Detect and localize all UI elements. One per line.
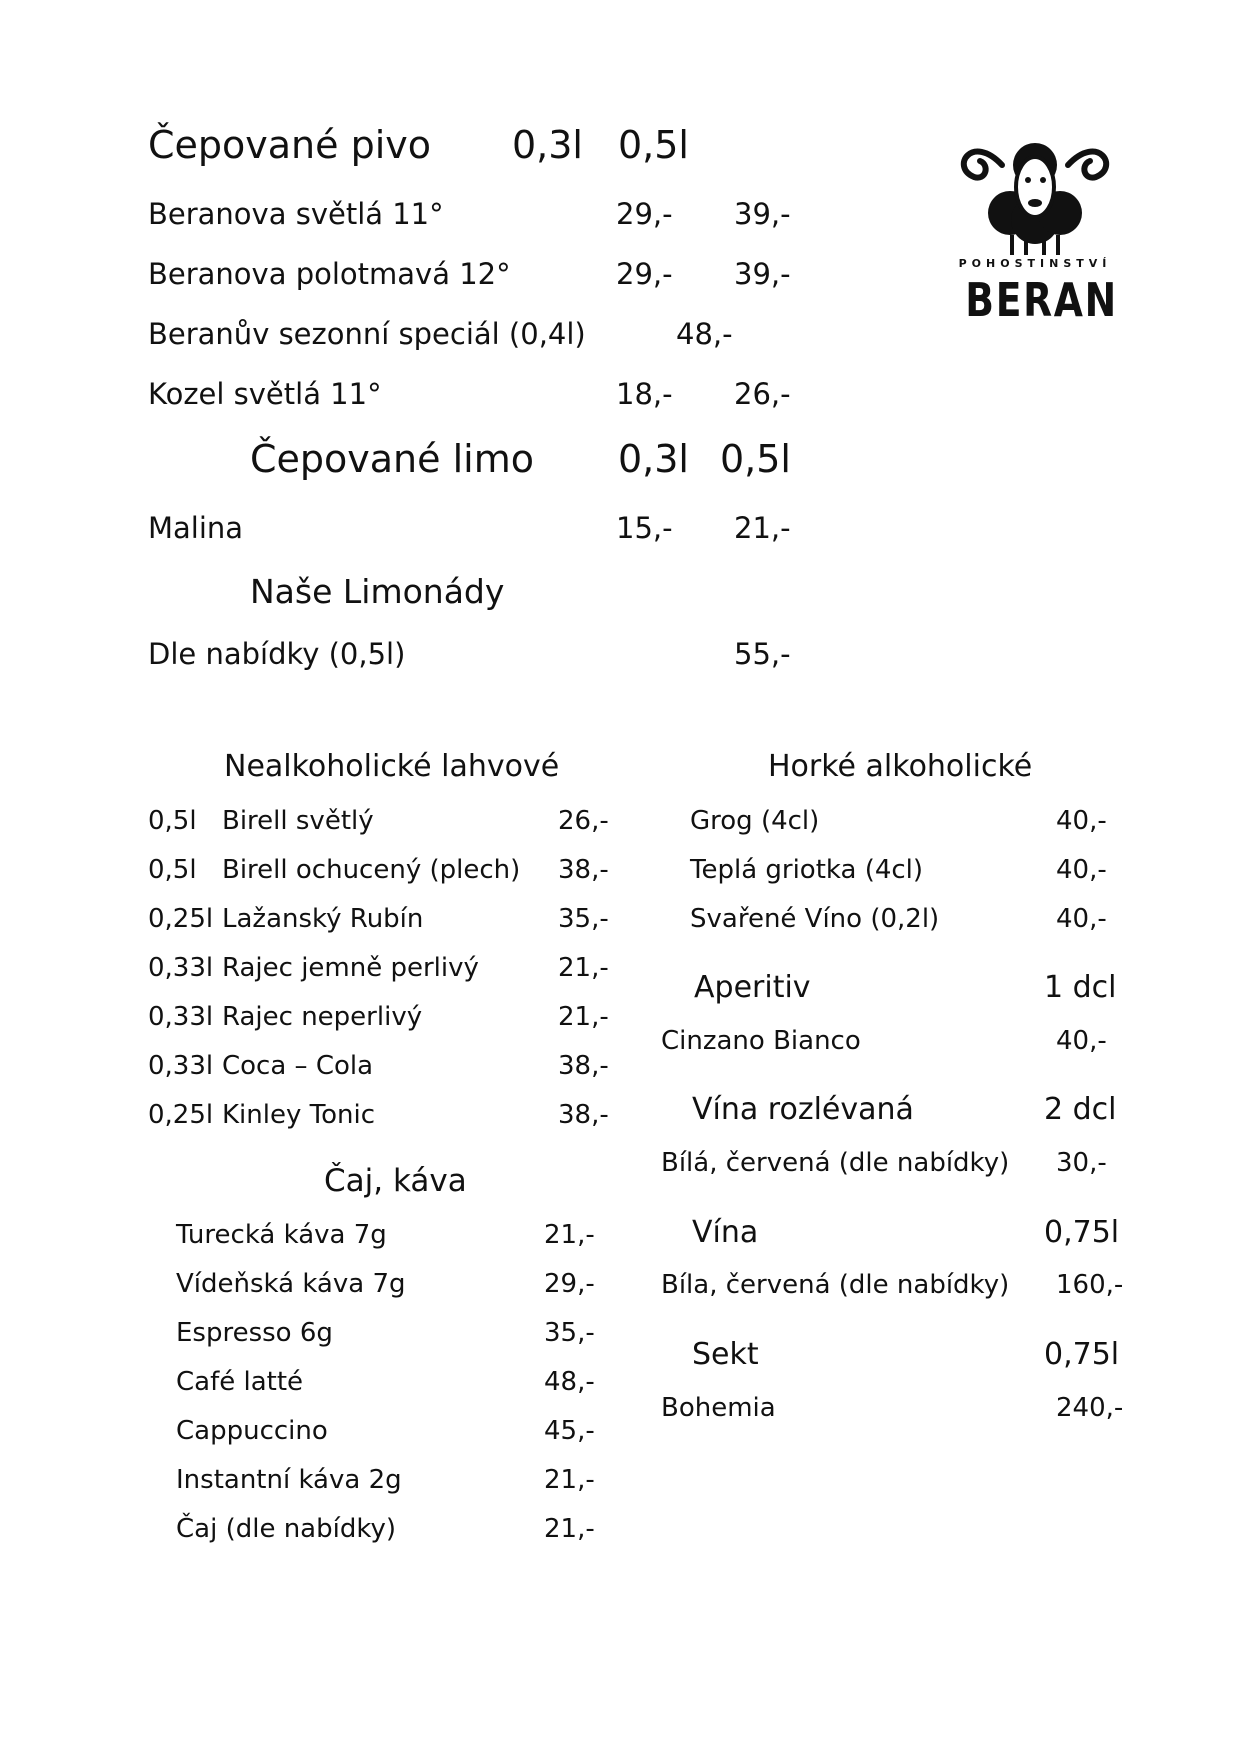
draft-beer-title: Čepované pivo [148, 123, 432, 167]
menu-item-price: 38,- [558, 1051, 609, 1081]
menu-item-name: Čaj (dle nabídky) [176, 1514, 397, 1544]
menu-item-name: Birell světlý [222, 806, 374, 836]
menu-item-price: 160,- [1056, 1270, 1124, 1300]
menu-item-price: 39,- [734, 197, 791, 231]
menu-item-price: 29,- [616, 197, 673, 231]
menu-item-price: 30,- [1056, 1148, 1107, 1178]
menu-item-name: Instantní káva 2g [176, 1465, 402, 1495]
beran-logo [950, 125, 1120, 325]
menu-item-price: 39,- [734, 257, 791, 291]
menu-item-name: Cinzano Bianco [661, 1026, 861, 1056]
ram-head-icon [950, 125, 1120, 255]
item-volume: 0,33l [148, 953, 214, 983]
soft-drinks-title: Nealkoholické lahvové [224, 749, 560, 784]
hot-alcoholic-title: Horké alkoholické [768, 749, 1033, 784]
logo-big-text: BERAN [965, 273, 1118, 327]
draft-limo-title: Čepované limo [250, 437, 534, 481]
wine-bottle-title: Vína [692, 1215, 759, 1250]
menu-item-name: Rajec jemně perlivý [222, 953, 479, 983]
menu-item-name: Bohemia [661, 1393, 776, 1423]
menu-item-price: 35,- [558, 904, 609, 934]
wine-glass-title: Vína rozlévaná [692, 1092, 914, 1127]
logo-small-text: POHOSTINSTVÍ [958, 257, 1112, 270]
lemonades-title: Naše Limonády [250, 572, 505, 611]
menu-item-name: Turecká káva 7g [176, 1220, 387, 1250]
aperitif-title: Aperitiv [694, 970, 811, 1005]
menu-item-name: Svařené Víno (0,2l) [690, 904, 940, 934]
aperitif-unit: 1 dcl [1044, 970, 1117, 1005]
draft-beer-col1: 0,3l [512, 123, 583, 167]
menu-item-price: 45,- [544, 1416, 595, 1446]
menu-item-price: 21,- [544, 1514, 595, 1544]
menu-item-price: 21,- [558, 953, 609, 983]
menu-item-price: 21,- [558, 1002, 609, 1032]
menu-item-price: 48,- [676, 317, 733, 351]
menu-item-price: 40,- [1056, 1026, 1107, 1056]
menu-item-name: Grog (4cl) [690, 806, 820, 836]
menu-item-name: Cappuccino [176, 1416, 328, 1446]
menu-item-price: 21,- [544, 1220, 595, 1250]
menu-item-price: 29,- [544, 1269, 595, 1299]
menu-item-name: Espresso 6g [176, 1318, 333, 1348]
menu-item-name: Café latté [176, 1367, 304, 1397]
menu-item-name: Beranův sezonní speciál (0,4l) [148, 317, 586, 351]
item-volume: 0,25l [148, 1100, 214, 1130]
menu-item-price: 21,- [734, 511, 791, 545]
menu-item-price: 40,- [1056, 904, 1107, 934]
wine-glass-unit: 2 dcl [1044, 1092, 1117, 1127]
menu-item-price: 240,- [1056, 1393, 1124, 1423]
sekt-title: Sekt [692, 1337, 759, 1372]
menu-item-name: Vídeňská káva 7g [176, 1269, 406, 1299]
menu-item-name: Kinley Tonic [222, 1100, 375, 1130]
menu-item-name: Kozel světlá 11° [148, 377, 382, 411]
menu-item-price: 40,- [1056, 855, 1107, 885]
draft-limo-col2: 0,5l [720, 437, 791, 481]
draft-beer-col2: 0,5l [618, 123, 689, 167]
draft-limo-col1: 0,3l [618, 437, 689, 481]
menu-item-name: Lažanský Rubín [222, 904, 424, 934]
menu-item-price: 55,- [734, 637, 791, 671]
item-volume: 0,5l [148, 855, 197, 885]
menu-item-price: 35,- [544, 1318, 595, 1348]
menu-item-name: Bíla, červená (dle nabídky) [661, 1270, 1010, 1300]
menu-item-price: 18,- [616, 377, 673, 411]
menu-item-price: 40,- [1056, 806, 1107, 836]
menu-item-name: Birell ochucený (plech) [222, 855, 521, 885]
item-volume: 0,33l [148, 1002, 214, 1032]
menu-item-price: 38,- [558, 1100, 609, 1130]
menu-item-price: 26,- [558, 806, 609, 836]
menu-item-name: Bílá, červená (dle nabídky) [661, 1148, 1010, 1178]
item-volume: 0,33l [148, 1051, 214, 1081]
wine-bottle-unit: 0,75l [1044, 1215, 1120, 1250]
menu-item-name: Malina [148, 511, 244, 545]
item-volume: 0,5l [148, 806, 197, 836]
sekt-unit: 0,75l [1044, 1337, 1120, 1372]
menu-item-name: Beranova světlá 11° [148, 197, 444, 231]
menu-item-price: 15,- [616, 511, 673, 545]
menu-item-price: 26,- [734, 377, 791, 411]
menu-item-name: Beranova polotmavá 12° [148, 257, 511, 291]
menu-item-name: Teplá griotka (4cl) [690, 855, 924, 885]
tea-coffee-title: Čaj, káva [324, 1163, 467, 1199]
menu-item-price: 21,- [544, 1465, 595, 1495]
menu-item-price: 38,- [558, 855, 609, 885]
menu-item-price: 29,- [616, 257, 673, 291]
menu-item-name: Coca – Cola [222, 1051, 374, 1081]
item-volume: 0,25l [148, 904, 214, 934]
menu-item-name: Dle nabídky (0,5l) [148, 637, 406, 671]
menu-item-name: Rajec neperlivý [222, 1002, 423, 1032]
menu-item-price: 48,- [544, 1367, 595, 1397]
